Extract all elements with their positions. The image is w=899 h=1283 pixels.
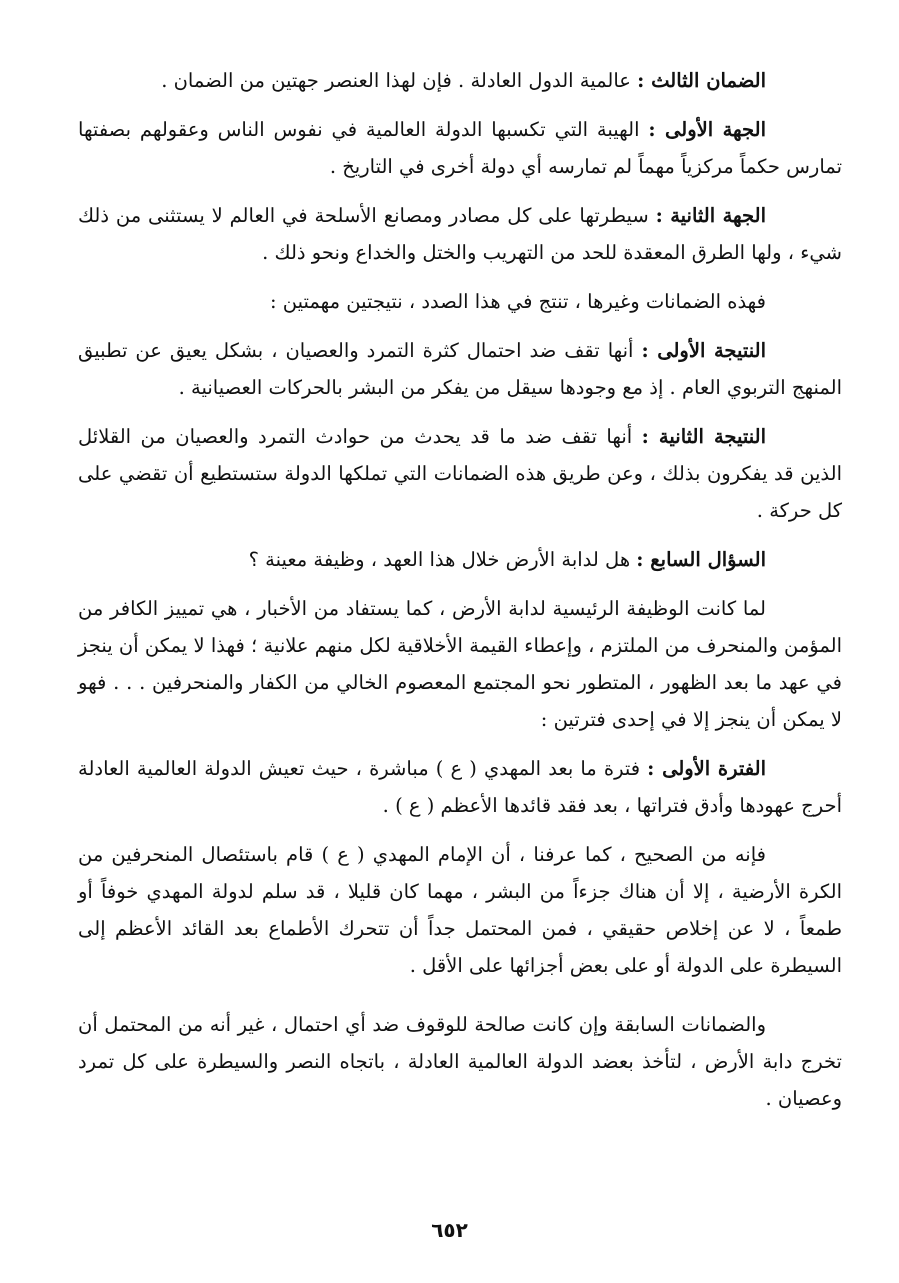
paragraph-text: أنها تقف ضد ما قد يحدث من حوادث التمرد والعصيان من القلائل الذين قد يفكرون بذلك ، وعن طريق هذه الضمانات التي تملكها الدولة ستستطيع أن تقضي على كل حركة . bbox=[78, 425, 842, 522]
paragraph-label: الضمان الثالث : bbox=[637, 69, 766, 92]
paragraph-seventh-question bbox=[78, 541, 842, 578]
paragraph-text: فترة ما بعد المهدي ( ع ) مباشرة ، حيث تعيش الدولة العالمية العادلة أحرج عهودها وأدق فتراتها ، بعد فقد قائدها الأعظم ( ع ) . bbox=[78, 757, 842, 817]
paragraph-text: فهذه الضمانات وغيرها ، تنتج في هذا الصدد ، نتيجتين مهمتين : bbox=[270, 290, 766, 313]
paragraph-text: فإنه من الصحيح ، كما عرفنا ، أن الإمام المهدي ( ع ) قام باستئصال المنحرفين من الكرة الأرضية ، إلا أن هناك جزءاً من البشر ، مهما كان قليلا ، قد سلم لدولة المهدي خوفاً أو طمعاً ، لا عن إخلاص حقيقي ، فمن المحتمل جداً أن تتحرك الأطماع بعد القائد الأعظم إلى السيطرة على الدولة أو على بعض أجزائها على الأقل . bbox=[78, 843, 842, 977]
paragraph-text: هل لدابة الأرض خلال هذا العهد ، وظيفة معينة ؟ bbox=[248, 548, 637, 571]
paragraph-label: الجهة الأولى : bbox=[648, 118, 766, 141]
paragraph-two-results-intro bbox=[78, 283, 842, 320]
paragraph-label: الجهة الثانية : bbox=[655, 204, 766, 227]
page-number: ٦٥٢ bbox=[431, 1218, 468, 1242]
paragraph-first-period bbox=[78, 750, 842, 824]
paragraph-text: سيطرتها على كل مصادر ومصانع الأسلحة في العالم لا يستثنى من ذلك شيء ، ولها الطرق المعقدة للحد من التهريب والختل والخداع ونحو ذلك . bbox=[78, 204, 842, 264]
paragraph-text: لما كانت الوظيفة الرئيسية لدابة الأرض ، كما يستفاد من الأخبار ، هي تمييز الكافر من المؤمن والمنحرف من الملتزم ، وإعطاء القيمة الأخلاقية لكل منهم علانية ؛ فهذا لا يمكن أن ينجز في عهد ما بعد الظهور ، المتطور نحو المجتمع المعصوم الخالي من الكفار والمنحرفين . . . فهو لا يمكن أن ينجز إلا في إحدى فترتين : bbox=[78, 597, 842, 731]
paragraph-first-result bbox=[78, 332, 842, 406]
paragraph-text: أنها تقف ضد احتمال كثرة التمرد والعصيان ، بشكل يعيق عن تطبيق المنهج التربوي العام . إذ مع وجودها سيقل من يفكر من البشر بالحركات العصيانية . bbox=[78, 339, 842, 399]
paragraph-label: السؤال السابع : bbox=[636, 548, 766, 571]
page-body bbox=[78, 62, 842, 1129]
paragraph-second-result bbox=[78, 418, 842, 529]
paragraph-conclusion bbox=[78, 1006, 842, 1117]
paragraph-label: النتيجة الثانية : bbox=[641, 425, 766, 448]
paragraph-label: الفترة الأولى : bbox=[647, 757, 767, 780]
paragraph-text: والضمانات السابقة وإن كانت صالحة للوقوف ضد أي احتمال ، غير أنه من المحتمل أن تخرج دابة الأرض ، لتأخذ بعضد الدولة العالمية العادلة ، باتجاه النصر والسيطرة على كل تمرد وعصيان . bbox=[78, 1013, 842, 1110]
paragraph-text: الهيبة التي تكسبها الدولة العالمية في نفوس الناس وعقولهم بصفتها تمارس حكماً مركزياً مهماً لم تمارسه أي دولة أخرى في التاريخ . bbox=[78, 118, 842, 178]
paragraph-explanation bbox=[78, 836, 842, 984]
paragraph-main-function bbox=[78, 590, 842, 738]
paragraph-first-aspect bbox=[78, 111, 842, 185]
paragraph-third-guarantee bbox=[78, 62, 842, 99]
paragraph-label: النتيجة الأولى : bbox=[641, 339, 766, 362]
paragraph-text: عالمية الدول العادلة . فإن لهذا العنصر جهتين من الضمان . bbox=[161, 69, 638, 92]
paragraph-second-aspect bbox=[78, 197, 842, 271]
